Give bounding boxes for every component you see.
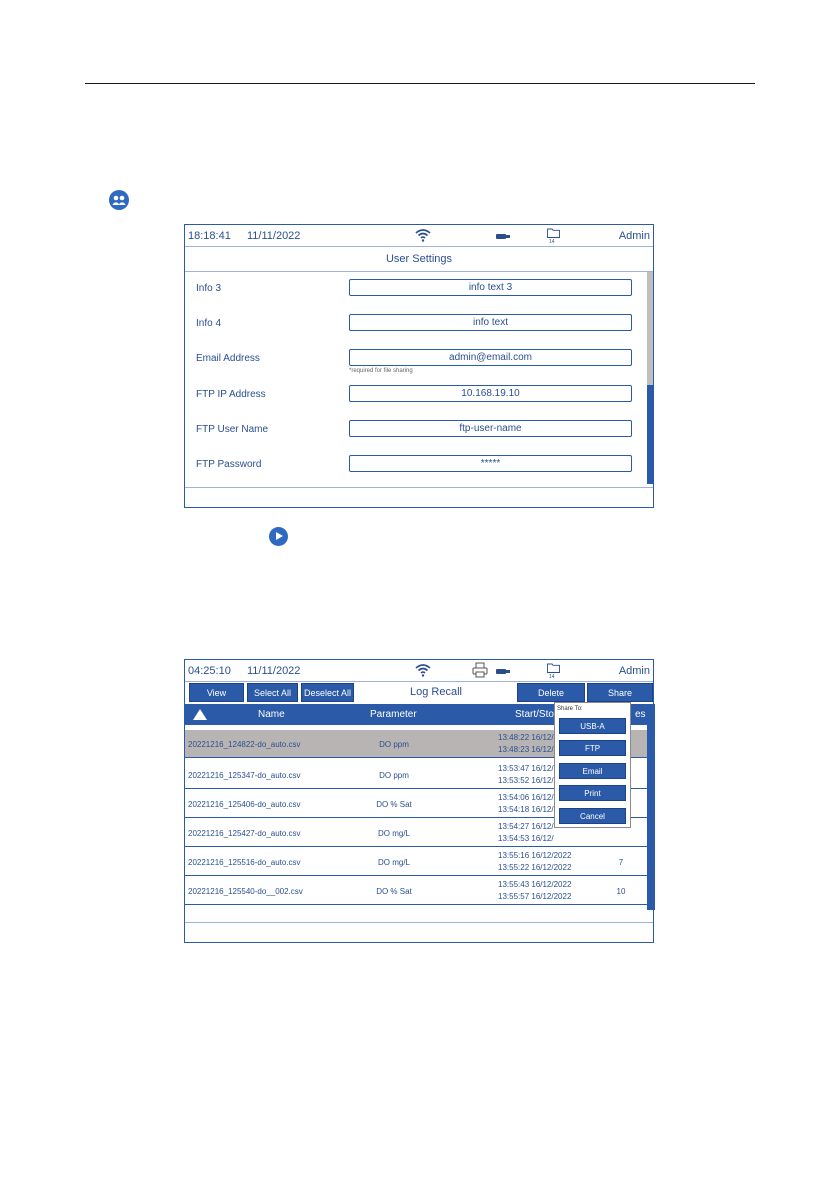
row-parameter: DO mg/L (377, 829, 410, 838)
row-start: 13:55:16 16/12/2022 (498, 851, 572, 860)
info4-field[interactable]: info text (349, 314, 632, 331)
ftp-ip-field[interactable]: 10.168.19.10 (349, 385, 632, 402)
table-row[interactable] (185, 848, 647, 876)
status-time: 18:18:41 (188, 230, 231, 242)
folder-icon[interactable] (547, 663, 560, 673)
status-user[interactable]: Admin (618, 230, 650, 242)
row-stop: 13:54:53 16/12/ (498, 834, 554, 843)
row-start: 13:48:22 16/12/ (498, 733, 554, 742)
usb-icon (496, 669, 506, 674)
row-points: 10 (616, 887, 626, 896)
select-all-button[interactable]: Select All (247, 683, 298, 702)
row-name: 20221216_125516-do_auto.csv (188, 858, 301, 867)
footer-bar (185, 487, 653, 507)
status-date: 11/11/2022 (247, 665, 301, 677)
email-field[interactable]: admin@email.com (349, 349, 632, 366)
play-icon (269, 527, 288, 546)
row-parameter: DO mg/L (377, 858, 410, 867)
email-label: Email Address (196, 353, 260, 364)
col-name[interactable]: Name (258, 709, 285, 720)
status-bar (185, 660, 653, 682)
share-print-button[interactable]: Print (559, 785, 626, 801)
screen-title: Log Recall (410, 686, 462, 698)
view-button[interactable]: View (189, 683, 244, 702)
row-name: 20221216_125406-do_auto.csv (188, 800, 301, 809)
row-points: 7 (618, 858, 624, 867)
row-parameter: DO % Sat (376, 800, 412, 809)
info3-label: Info 3 (196, 283, 222, 294)
status-bar (185, 225, 653, 247)
row-name: 20221216_125347-do_auto.csv (188, 771, 301, 780)
sort-triangle-icon[interactable] (193, 709, 207, 720)
share-usb-button[interactable]: USB-A (559, 718, 626, 734)
share-button[interactable]: Share (587, 683, 653, 702)
status-time: 04:25:10 (188, 665, 231, 677)
printer-icon (472, 662, 488, 678)
info4-label: Info 4 (196, 318, 222, 329)
deselect-all-button[interactable]: Deselect All (301, 683, 354, 702)
scrollbar-thumb[interactable] (647, 385, 653, 484)
row-start: 13:55:43 16/12/2022 (498, 880, 572, 889)
log-recall-screen (184, 659, 654, 943)
row-parameter: DO ppm (379, 771, 409, 780)
ftp-ip-label: FTP IP Address (196, 389, 266, 400)
delete-button[interactable]: Delete (517, 683, 585, 702)
user-group-icon (109, 190, 129, 210)
scrollbar-thumb[interactable] (647, 725, 655, 910)
share-ftp-button[interactable]: FTP (559, 740, 626, 756)
footer-bar (185, 922, 653, 942)
row-start: 13:54:27 16/12/ (498, 822, 554, 831)
ftp-user-label: FTP User Name (196, 424, 269, 435)
row-start: 13:53:47 16/12/ (498, 764, 554, 773)
wifi-icon (415, 663, 431, 677)
share-cancel-button[interactable]: Cancel (559, 808, 626, 824)
folder-count: 14 (549, 239, 555, 245)
info3-field[interactable]: info text 3 (349, 279, 632, 296)
wifi-icon (415, 228, 431, 242)
table-row[interactable] (185, 877, 647, 905)
row-name: 20221216_125540-do__002.csv (188, 887, 303, 896)
usb-icon (496, 234, 506, 239)
header-rule (85, 83, 755, 84)
row-start: 13:54:06 16/12/ (498, 793, 554, 802)
row-parameter: DO ppm (379, 740, 409, 749)
row-name: 20221216_125427-do_auto.csv (188, 829, 301, 838)
row-stop: 13:55:57 16/12/2022 (498, 892, 572, 901)
status-date: 11/11/2022 (247, 230, 301, 242)
row-stop: 13:48:23 16/12/ (498, 745, 554, 754)
toolbar (185, 682, 653, 703)
col-start-stop[interactable]: Start/Sto (515, 709, 554, 720)
share-popup (554, 702, 631, 828)
folder-count: 14 (549, 674, 555, 680)
row-stop: 13:53:52 16/12/ (498, 776, 554, 785)
col-parameter[interactable]: Parameter (370, 709, 417, 720)
row-parameter: DO % Sat (376, 887, 412, 896)
status-user[interactable]: Admin (618, 665, 650, 677)
email-hint: *required for file sharing (349, 368, 413, 374)
ftp-user-field[interactable]: ftp-user-name (349, 420, 632, 437)
ftp-password-field[interactable]: ***** (349, 455, 632, 472)
ftp-password-label: FTP Password (196, 459, 262, 470)
user-settings-screen (184, 224, 654, 508)
share-email-button[interactable]: Email (559, 763, 626, 779)
screen-title: User Settings (185, 247, 653, 272)
row-stop: 13:55:22 16/12/2022 (498, 863, 572, 872)
row-name: 20221216_124822-do_auto.csv (188, 740, 301, 749)
share-popup-title: Share To: (557, 706, 583, 712)
col-points[interactable]: es (635, 709, 646, 720)
folder-icon[interactable] (547, 228, 560, 238)
row-stop: 13:54:18 16/12/ (498, 805, 554, 814)
